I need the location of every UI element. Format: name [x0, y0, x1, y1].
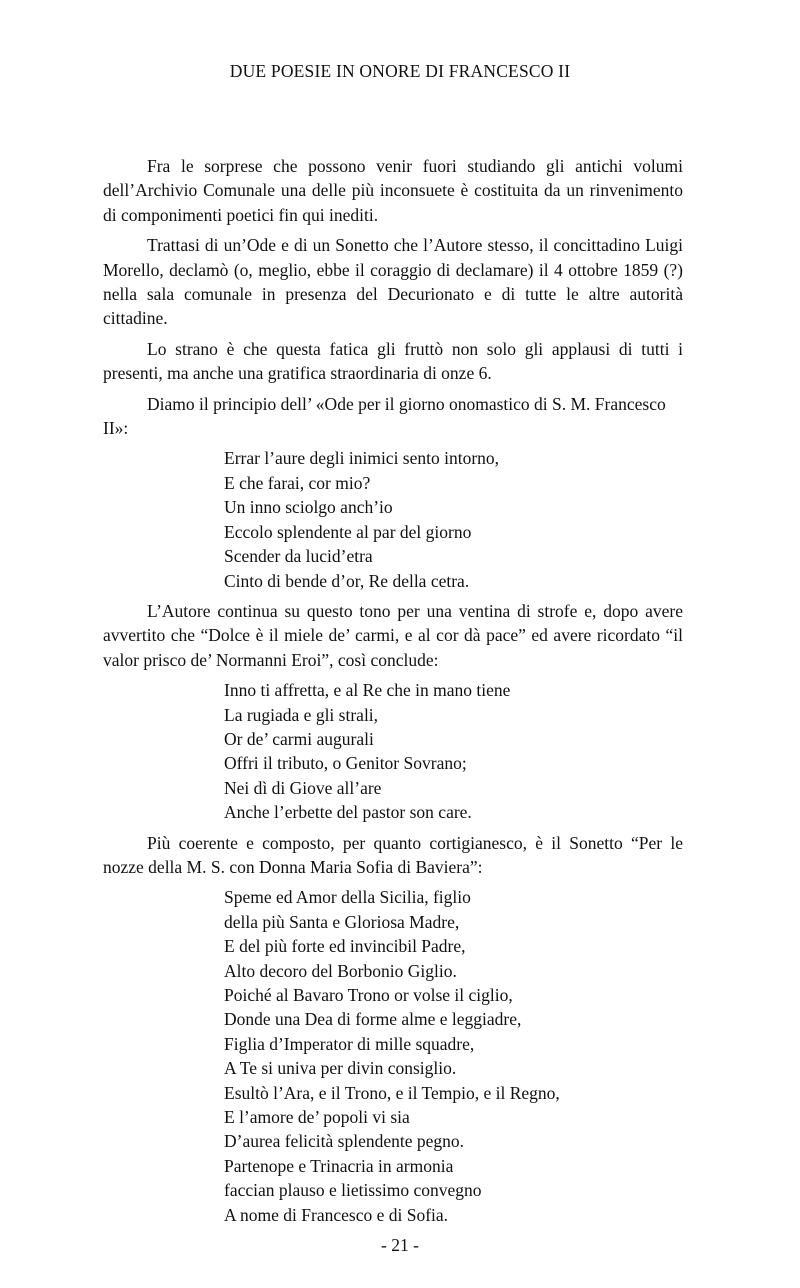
- paragraph-gratifica: Lo strano è che questa fatica gli fruttò non solo gli applausi di tutti i presenti, ma anche una gratifica straordinaria di onze 6.: [103, 338, 683, 384]
- poem-line: Nei dì di Giove all’are: [224, 777, 382, 798]
- poem-line: La rugiada e gli strali,: [224, 704, 379, 725]
- poem-line: A Te si univa per divin consiglio.: [224, 1058, 457, 1079]
- poem-sonnet: [224, 885, 683, 1227]
- poem-line: faccian plauso e lietissimo convegno: [224, 1180, 482, 1201]
- body-text: [103, 154, 683, 1233]
- poem-ode-closing: [224, 678, 683, 824]
- poem-line: Errar l’aure degli inimici sento intorno,: [224, 448, 500, 469]
- poem-line: E che farai, cor mio?: [224, 472, 371, 493]
- paragraph-ode-continues: L’Autore continua su questo tono per una ventina di strofe e, dopo avere avvertito che “Dolce è il miele de’ carmi, e al cor dà pace” ed avere ricordato “il valor prisco de’ Normanni Eroi”, così conclude:: [103, 600, 683, 670]
- poem-line: Or de’ carmi augurali: [224, 728, 374, 749]
- poem-line: A nome di Francesco e di Sofia.: [224, 1204, 449, 1225]
- poem-line: Inno ti affretta, e al Re che in mano tiene: [224, 680, 511, 701]
- poem-line: Esultò l’Ara, e il Trono, e il Tempio, e il Regno,: [224, 1082, 560, 1103]
- poem-line: Poiché al Bavaro Trono or volse il ciglio,: [224, 985, 513, 1005]
- poem-line: Anche l’erbette del pastor son care.: [224, 802, 472, 823]
- page-number: - 21 -: [381, 1235, 419, 1255]
- poem-line: Figlia d’Imperator di mille squadre,: [224, 1033, 475, 1054]
- paragraph-ode-sonnet: Trattasi di un’Ode e di un Sonetto che l’Autore stesso, il concittadino Luigi Morello, declamò (o, meglio, ebbe il coraggio di declamare) il 4 ottobre 1859 (?) nella sala comunale in presenza del Decurionato e di tutte le altre autorità cittadine.: [103, 235, 683, 329]
- paragraph-ode-intro: Diamo il principio dell’ «Ode per il giorno onomastico di S. M. Francesco II»:: [103, 393, 666, 439]
- poem-line: E del più forte ed invincibil Padre,: [224, 936, 466, 957]
- page-title: DUE POESIE IN ONORE DI FRANCESCO II: [229, 61, 571, 81]
- poem-line: Un inno sciolgo anch’io: [224, 497, 393, 518]
- poem-line: Alto decoro del Borbonio Giglio.: [224, 960, 457, 981]
- poem-line: D’aurea felicità splendente pegno.: [224, 1131, 465, 1152]
- poem-line: Cinto di bende d’or, Re della cetra.: [224, 570, 470, 591]
- poem-line: E l’amore de’ popoli vi sia: [224, 1107, 410, 1128]
- poem-line: Speme ed Amor della Sicilia, figlio: [224, 887, 471, 908]
- poem-line: della più Santa e Gloriosa Madre,: [224, 911, 460, 932]
- poem-line: Scender da lucid’etra: [224, 546, 373, 567]
- poem-ode-opening: [224, 446, 683, 592]
- poem-line: Partenope e Trinacria in armonia: [224, 1155, 454, 1176]
- poem-line: Eccolo splendente al par del giorno: [224, 521, 472, 542]
- poem-line: Donde una Dea di forme alme e leggiadre,: [224, 1009, 522, 1030]
- paragraph-intro: Fra le sorprese che possono venir fuori studiando gli antichi volumi dell’Archivio Comunale una delle più inconsuete è costituita da un rinvenimento di componimenti poetici fin qui inediti.: [103, 156, 683, 225]
- poem-line: Offri il tributo, o Genitor Sovrano;: [224, 753, 467, 774]
- paragraph-sonnet-intro: Più coerente e composto, per quanto cortigianesco, è il Sonetto “Per le nozze della M. S. con Donna Maria Sofia di Baviera”:: [103, 832, 683, 877]
